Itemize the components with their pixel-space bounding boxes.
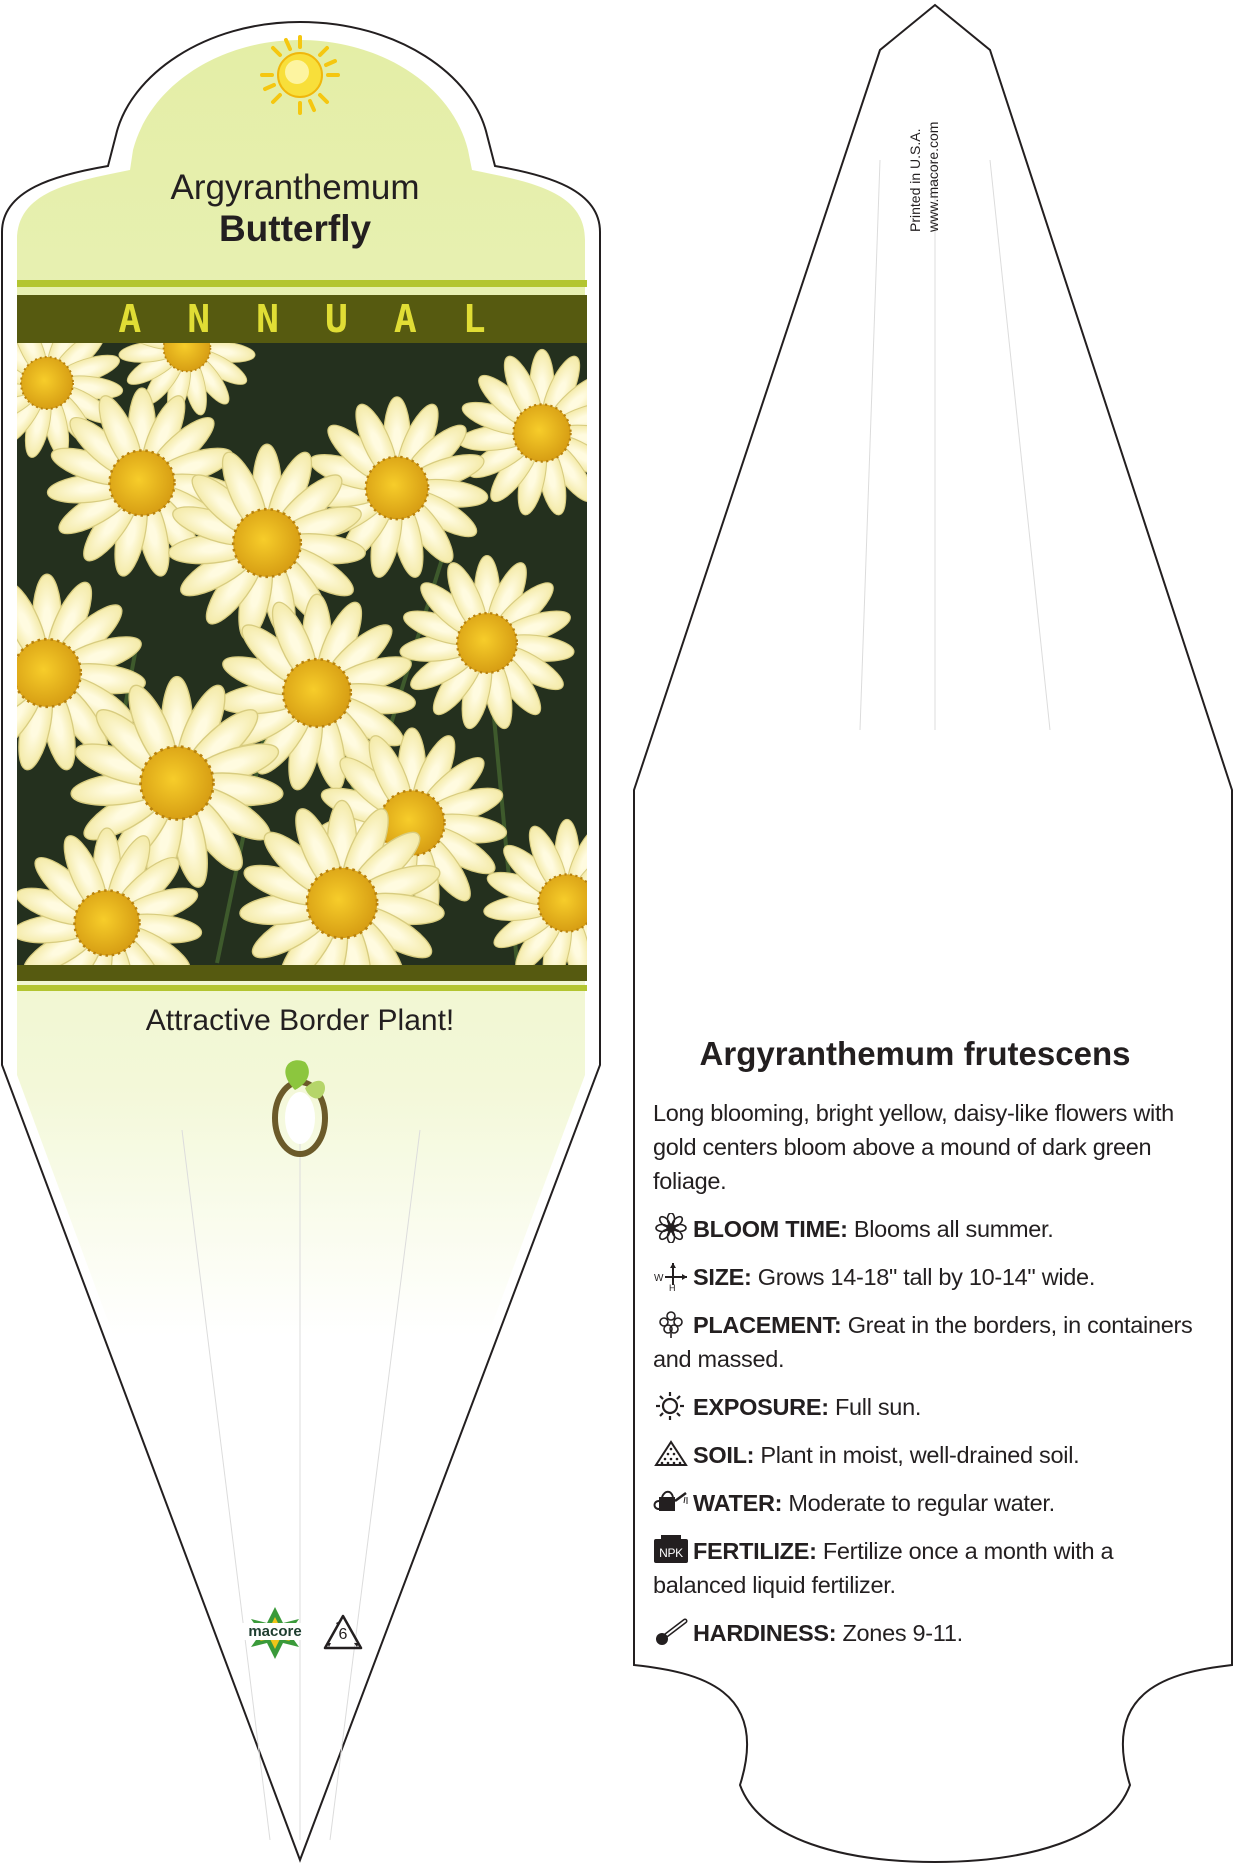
attr-exposure [653,1390,1208,1424]
sun-icon [653,1391,689,1421]
attr-label: EXPOSURE: [693,1394,829,1420]
sun-icon [262,37,338,113]
macore-logo [240,1605,310,1661]
printed-line1: Printed in U.S.A. [907,128,923,232]
attr-label: PLACEMENT: [693,1312,842,1338]
soil-icon [653,1439,689,1469]
common-name-line2: Butterfly [218,208,372,249]
recycle-number: 6 [338,1626,348,1643]
attr-label: FERTILIZE: [693,1538,817,1564]
plant-description: Long blooming, bright yellow, daisy-like flowers with gold centers bloom above a mound of dark green foliage. [653,1100,1174,1194]
size-icon-h: H [669,1283,676,1291]
attr-water [653,1486,1208,1520]
macore-logo-text: macore [240,1623,310,1640]
flower-icon [653,1213,689,1243]
attr-hardiness [653,1616,1208,1650]
attr-label: HARDINESS: [693,1620,837,1646]
attr-value: Plant in moist, well-drained soil. [760,1442,1080,1468]
attr-label: SIZE: [693,1264,752,1290]
attr-label: BLOOM TIME: [693,1216,848,1242]
size-icon [653,1261,689,1291]
recycle-icon [322,1613,364,1653]
attr-value: Grows 14-18" tall by 10-14" wide. [757,1264,1096,1290]
size-icon-w: W [654,1273,664,1284]
thermometer-icon [653,1617,689,1647]
placement-icon [653,1309,689,1339]
npk-icon [653,1535,689,1565]
attr-value: Fertilize once a month with a balanced liquid fertilizer. [653,1538,1114,1598]
common-name-line1: Argyranthemum [170,168,420,207]
attr-bloom-time [653,1212,1208,1246]
printed-line2: www.macore.com [925,121,941,232]
bottom-stripe [17,985,587,991]
attr-label: WATER: [693,1490,783,1516]
attr-fertilize [653,1534,1208,1602]
attr-soil [653,1438,1208,1472]
title-stripe [17,280,587,287]
plant-photo [17,343,587,965]
attr-value: Full sun. [834,1394,922,1420]
attr-size [653,1260,1208,1294]
printed-info [906,122,942,232]
logo-row [240,1605,364,1661]
attr-value: Blooms all summer. [853,1216,1054,1242]
attr-label: SOIL: [693,1442,755,1468]
category-band [17,295,587,343]
tagline: Attractive Border Plant! [145,1004,455,1037]
watering-can-icon [653,1487,689,1517]
attr-placement [653,1308,1208,1376]
npk-text: NPK [659,1546,683,1560]
attr-value: Great in the borders, in containers and massed. [653,1312,1193,1372]
category-label: ANNUAL [118,297,532,341]
attr-value: Zones 9-11. [842,1620,963,1646]
botanical-name: Argyranthemum frutescens [699,1035,1131,1072]
attr-value: Moderate to regular water. [788,1490,1055,1516]
photo-bottom-band [17,965,587,981]
plant-details [653,1096,1208,1650]
